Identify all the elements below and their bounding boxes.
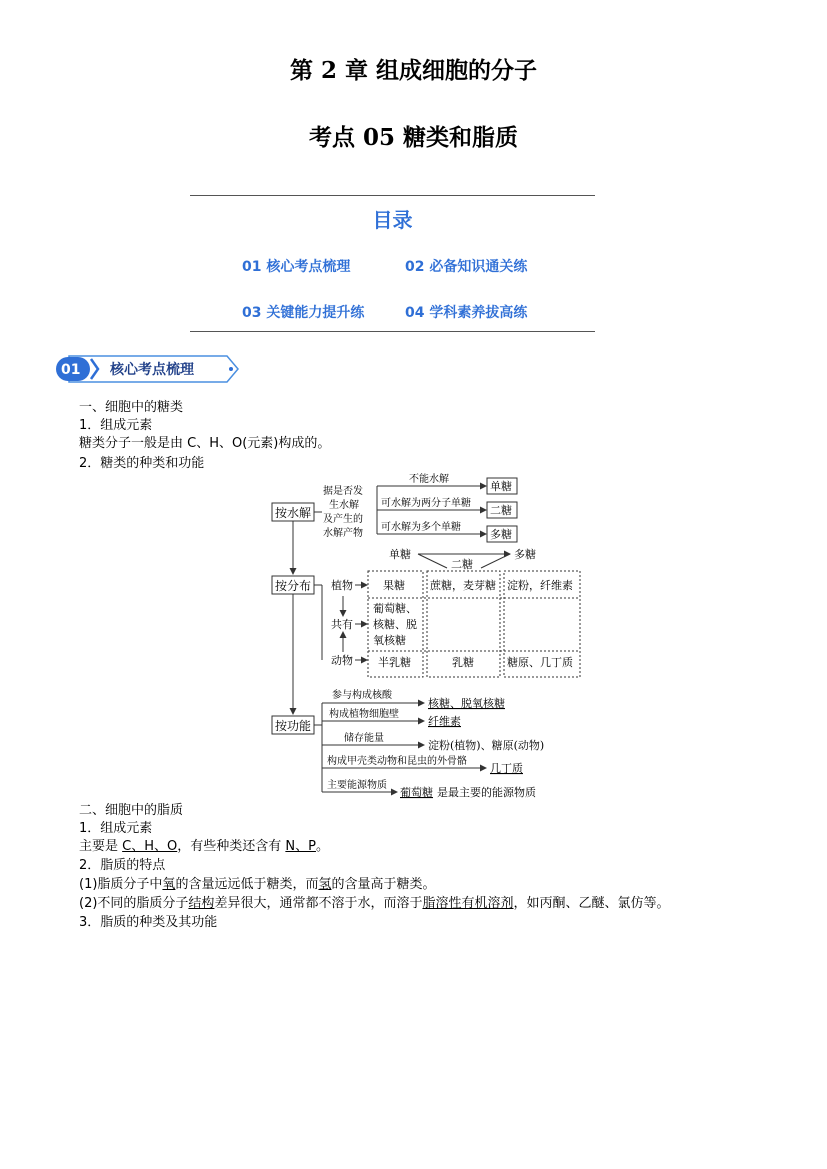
plant-di: 蔗糖，麦芽糖	[430, 579, 496, 592]
toc-item-04[interactable]: 04 学科素养拔高练	[405, 305, 528, 321]
func2-value: 纤维素	[428, 715, 461, 728]
node-hydrolysis: 按水解	[275, 506, 312, 520]
part1-heading: 一、细胞中的糖类	[79, 400, 184, 415]
chapter-title: 第 2 章 组成细胞的分子	[289, 57, 538, 84]
result-mono: 单糖	[490, 480, 512, 493]
part1-sub1: 1．组成元素	[79, 418, 153, 433]
plant-poly: 淀粉，纤维素	[507, 579, 573, 592]
part2-sub1: 1．组成元素	[79, 821, 153, 836]
toc-top-rule	[190, 195, 595, 196]
branch-two: 可水解为两分子单糖	[381, 498, 471, 509]
animal-mono: 半乳糖	[378, 656, 411, 669]
part2-sub3: 3．脂质的种类及其功能	[79, 915, 218, 930]
part1-sub2: 2．糖类的种类和功能	[79, 456, 205, 471]
row-common: 共有	[331, 618, 353, 631]
node-function: 按功能	[275, 719, 312, 733]
branch-many: 可水解为多个单糖	[381, 522, 461, 533]
common-mono-2: 核糖、脱	[373, 618, 417, 631]
col-poly: 多糖	[514, 548, 536, 561]
func1-value: 核糖、脱氧核糖	[428, 697, 505, 710]
section-banner-label: 核心考点梳理	[110, 362, 194, 378]
func4-label: 构成甲壳类动物和昆虫的外骨骼	[327, 756, 467, 767]
func5-value-rest: 是最主要的能源物质	[437, 786, 536, 799]
func5-value-u: 葡萄糖	[400, 786, 433, 799]
toc-item-01[interactable]: 01 核心考点梳理	[242, 259, 351, 275]
part2-point1: (1)脂质分子中氧的含量远远低于糖类，而氢的含量高于糖类。	[79, 877, 436, 892]
node-distribution: 按分布	[275, 579, 312, 593]
common-mono-1: 葡萄糖、	[373, 602, 417, 615]
section-banner	[55, 354, 245, 384]
basis-line-2: 生水解	[329, 500, 359, 511]
basis-line-3: 及产生的	[323, 514, 363, 525]
func3-value: 淀粉(植物)、糖原(动物)	[428, 739, 545, 752]
func1-label: 参与构成核酸	[332, 690, 392, 701]
toc-item-02[interactable]: 02 必备知识通关练	[405, 259, 528, 275]
part2-point2: (2)不同的脂质分子结构差异很大，通常都不溶于水，而溶于脂溶性有机溶剂，如丙酮、乙醚、氯仿等。	[79, 896, 670, 911]
col-mono: 单糖	[389, 548, 411, 561]
topic-title: 考点 05 糖类和脂质	[308, 124, 519, 151]
basis-line-1: 据是否发	[323, 486, 363, 497]
func2-label: 构成植物细胞壁	[329, 709, 399, 720]
sugar-classification-diagram	[268, 473, 588, 800]
func3-label: 储存能量	[344, 733, 384, 744]
common-mono-3: 氧核糖	[373, 634, 406, 647]
result-poly: 多糖	[490, 528, 512, 541]
row-animal: 动物	[331, 654, 353, 667]
animal-poly: 糖原、几丁质	[507, 656, 573, 669]
part1-sub1-text: 糖类分子一般是由 C、H、O(元素)构成的。	[79, 436, 331, 451]
part2-elements: 主要是 C、H、O，有些种类还含有 N、P。	[79, 839, 329, 854]
part2-sub2: 2．脂质的特点	[79, 858, 166, 873]
toc-heading: 目录	[372, 208, 413, 232]
result-di: 二糖	[490, 504, 512, 517]
part2-heading: 二、细胞中的脂质	[79, 803, 184, 818]
row-plant: 植物	[331, 579, 353, 592]
toc-item-03[interactable]: 03 关键能力提升练	[242, 305, 365, 321]
func4-value: 几丁质	[490, 762, 523, 775]
toc-bottom-rule	[190, 331, 595, 332]
basis-line-4: 水解产物	[323, 528, 363, 539]
animal-di: 乳糖	[452, 656, 474, 669]
func5-label: 主要能源物质	[327, 780, 387, 791]
col-di: 二糖	[451, 558, 473, 571]
plant-mono: 果糖	[383, 579, 405, 592]
section-banner-number: 01	[61, 362, 81, 378]
branch-no-hydrolysis: 不能水解	[409, 474, 449, 485]
